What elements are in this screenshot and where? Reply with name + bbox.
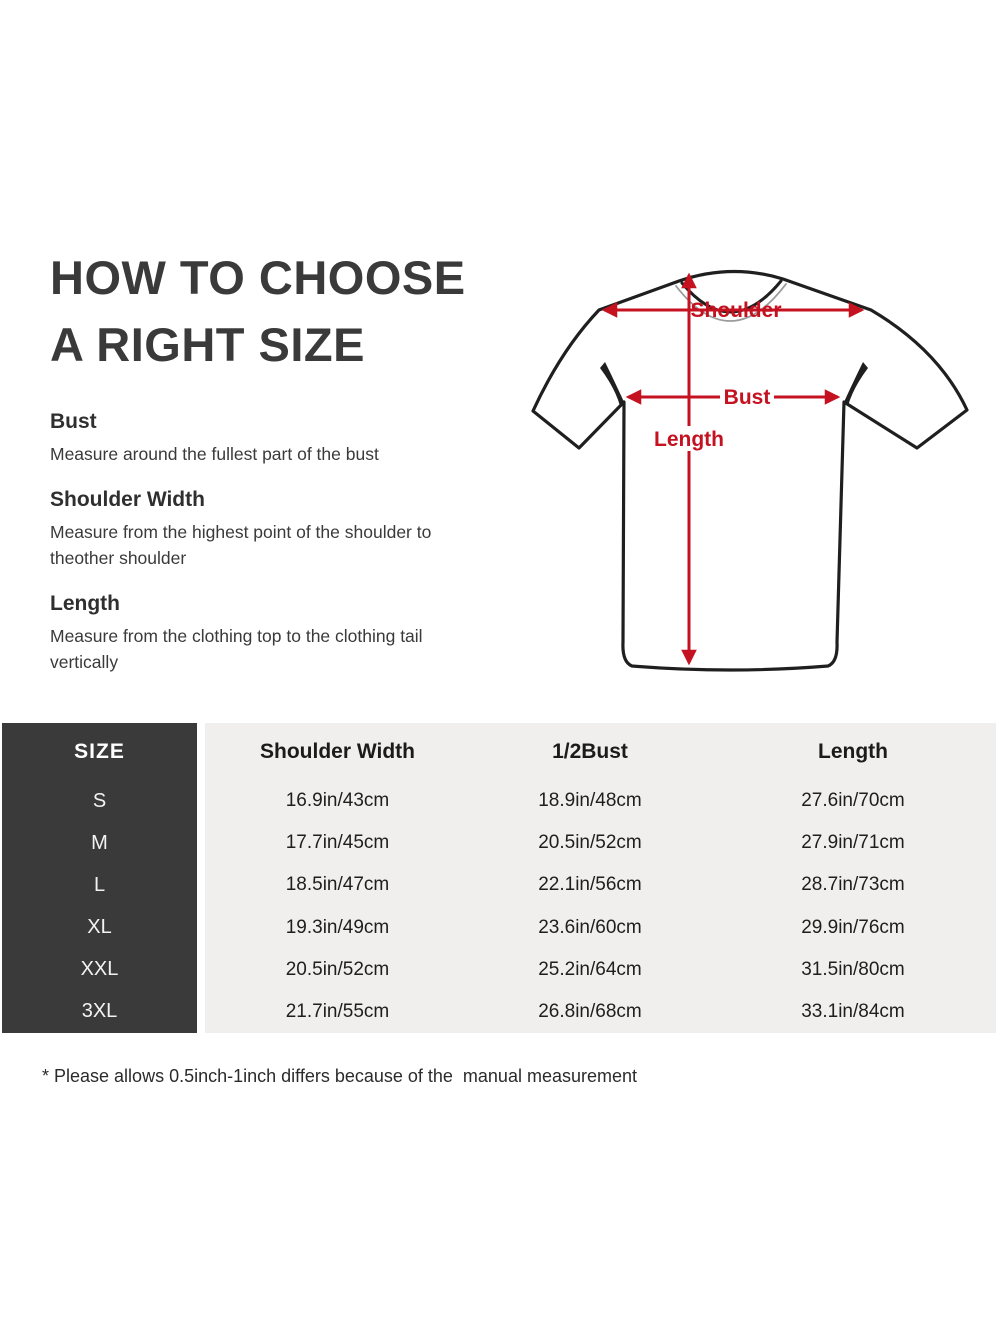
column-header-length: Length (818, 739, 888, 763)
size-column-header: SIZE (74, 739, 125, 763)
measurement-disclaimer: * Please allows 0.5inch-1inch differs because of the manual measurement (42, 1066, 638, 1086)
cell-l-bust: 22.1in/56cm (538, 874, 642, 896)
size-row-label-xl: XL (87, 916, 112, 939)
size-table (0, 723, 1000, 1033)
bust-arrow-label: Bust (723, 386, 771, 409)
measurements-panel (205, 723, 996, 1033)
cell-xl-length: 29.9in/76cm (801, 916, 905, 938)
intro-block (50, 244, 490, 696)
tshirt-measurement-diagram (520, 250, 980, 690)
cell-xl-shoulder: 19.3in/49cm (285, 916, 390, 938)
cell-xxl-length: 31.5in/80cm (801, 958, 905, 980)
tshirt-outline-icon (533, 271, 967, 670)
column-header-half-bust: 1/2Bust (552, 739, 628, 763)
length-instruction (50, 592, 490, 675)
bust-instruction-heading: Bust (50, 410, 97, 433)
length-arrow-label: Length (654, 428, 724, 451)
shoulder-instruction (50, 488, 490, 571)
shoulder-instruction-text: Measure from the highest point of the shoulder to theother shoulder (50, 522, 432, 568)
shoulder-instruction-heading: Shoulder Width (50, 488, 205, 511)
size-row-label-3xl: 3XL (81, 1000, 118, 1023)
cell-l-shoulder: 18.5in/47cm (285, 874, 390, 896)
length-instruction-heading: Length (50, 592, 120, 615)
shoulder-arrow-label: Shoulder (690, 299, 782, 322)
size-column (2, 723, 197, 1033)
tshirt-diagram-svg (520, 250, 980, 690)
cell-xxl-shoulder: 20.5in/52cm (285, 958, 390, 980)
cell-s-length: 27.6in/70cm (801, 790, 905, 812)
cell-xl-bust: 23.6in/60cm (538, 916, 642, 938)
page-title-line-1: HOW TO CHOOSE (50, 251, 466, 304)
page-title-line-2: A RIGHT SIZE (50, 318, 365, 371)
cell-m-shoulder: 17.7in/45cm (285, 832, 390, 854)
size-row-label-xxl: XXL (80, 958, 119, 981)
cell-m-length: 27.9in/71cm (801, 832, 905, 854)
bust-instruction-text: Measure around the fullest part of the bust (50, 444, 379, 464)
cell-3xl-bust: 26.8in/68cm (538, 1000, 642, 1022)
column-header-shoulder-width: Shoulder Width (260, 739, 415, 763)
cell-xxl-bust: 25.2in/64cm (538, 958, 642, 980)
cell-3xl-length: 33.1in/84cm (801, 1000, 905, 1022)
page-title (50, 244, 490, 378)
cell-l-length: 28.7in/73cm (801, 874, 905, 896)
length-instruction-text: Measure from the clothing top to the clothing tail vertically (50, 626, 423, 672)
cell-s-bust: 18.9in/48cm (538, 790, 642, 812)
size-row-label-l: L (93, 873, 106, 896)
size-row-label-s: S (92, 789, 107, 812)
cell-3xl-shoulder: 21.7in/55cm (285, 1000, 390, 1022)
bust-instruction (50, 410, 490, 467)
measure-instructions (50, 410, 490, 675)
size-row-label-m: M (91, 831, 108, 854)
cell-s-shoulder: 16.9in/43cm (285, 790, 390, 812)
cell-m-bust: 20.5in/52cm (538, 832, 642, 854)
